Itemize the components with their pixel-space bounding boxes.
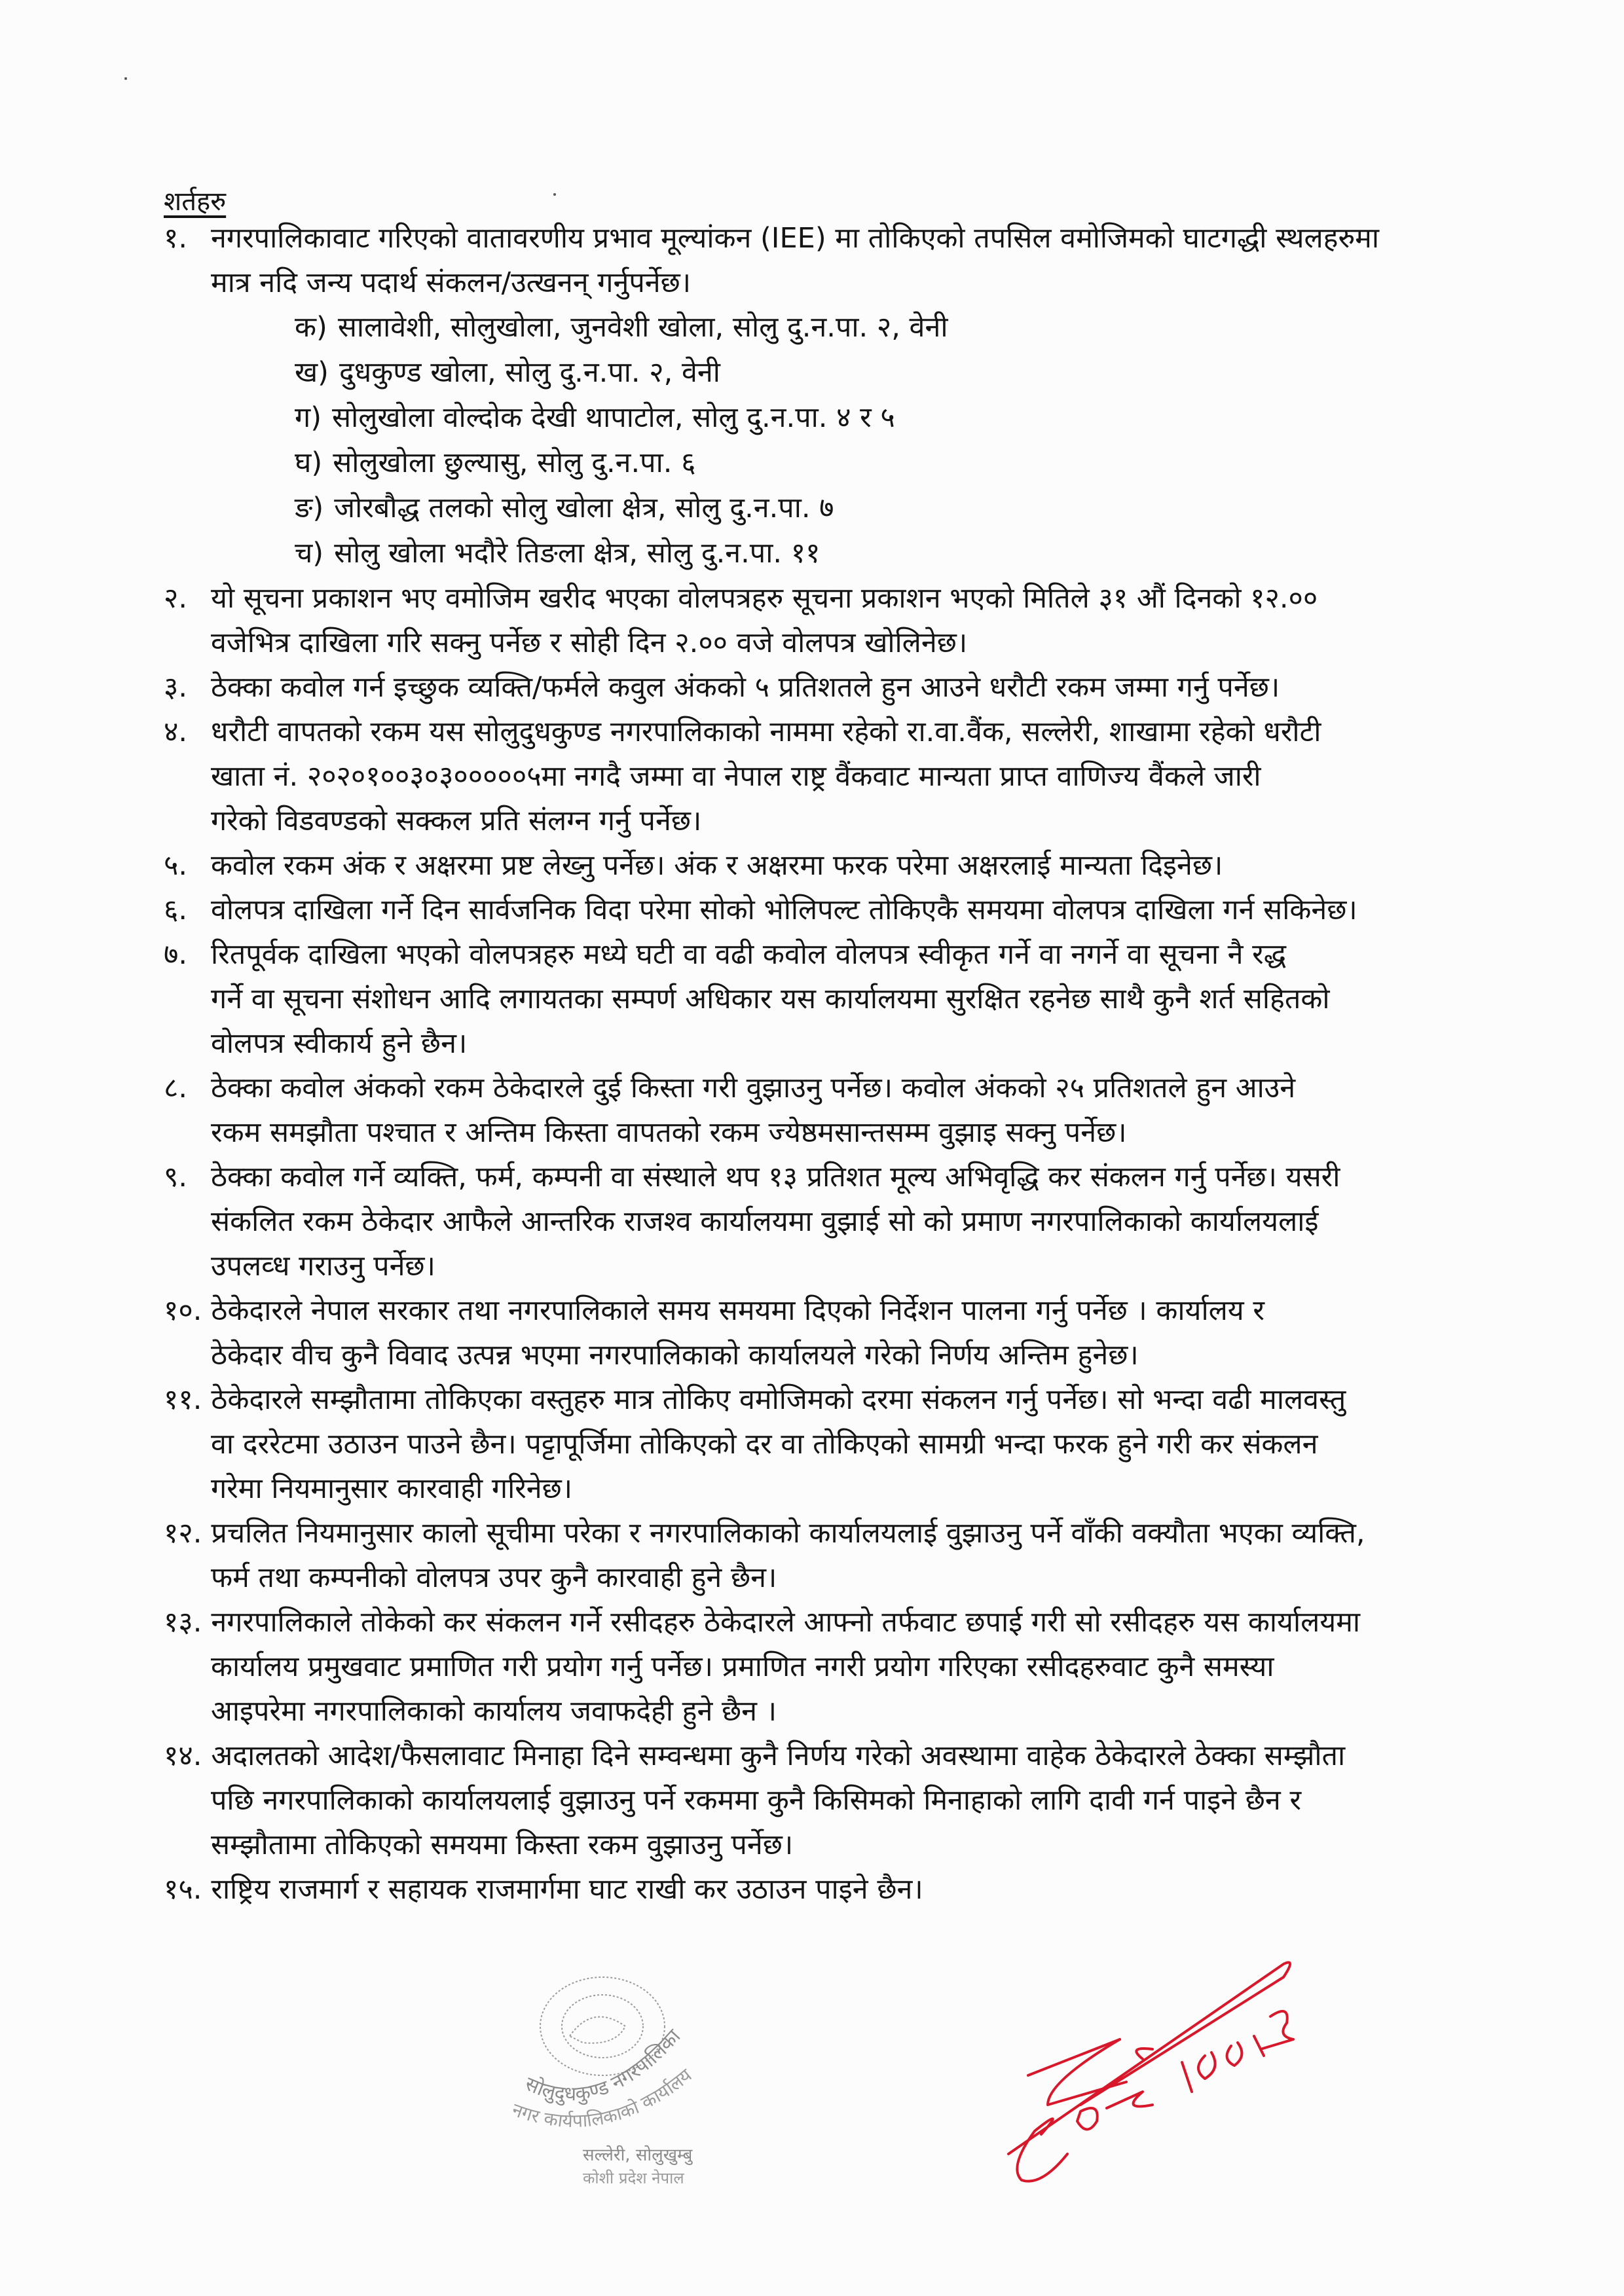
term-text-continuation: मात्र नदि जन्य पदार्थ संकलन/उत्खनन् गर्नुपर्नेछ। — [211, 266, 692, 299]
term-item — [164, 932, 1486, 1066]
term-text-continuation: गर्ने वा सूचना संशोधन आदि लगायतका सम्पर्ण अधिकार यस कार्यालयमा सुरक्षित रहनेछ साथै कुनै शर्त सहितको — [211, 983, 1330, 1015]
signature-stroke-9 — [1198, 2052, 1215, 2079]
signature-stroke-3 — [1048, 2039, 1126, 2105]
location-text: दुधकुण्ड खोला, सोलु दु.न.पा. २, वेनी — [339, 356, 720, 389]
term-item — [164, 1155, 1486, 1288]
term-number: ९. — [164, 1161, 188, 1194]
term-text: नगरपालिकाले तोकेको कर संकलन गर्ने रसीदहरु ठेकेदारले आफ्नो तर्फवाट छपाई गरी सो रसीदहरु यस कार्यालयमा — [211, 1606, 1361, 1639]
signature-stroke-12 — [1261, 2011, 1293, 2049]
signature-stroke-1 — [1008, 1963, 1290, 2155]
stamp-text-2: नगर कार्यपालिकाको कार्यालय — [509, 2064, 696, 2132]
term-text-continuation: गरेको विडवण्डको सक्कल प्रति संलग्न गर्नु पर्नेछ। — [211, 805, 702, 837]
stamp-text-1: सोलुदुधकुण्ड नगरपालिका — [521, 2025, 686, 2106]
term-text: धरौटी वापतको रकम यस सोलुदुधकुण्ड नगरपालिकाको नाममा रहेको रा.वा.वैंक, सल्लेरी, शाखामा रहेको धरौटी — [211, 716, 1321, 748]
signature-stroke-11 — [1254, 2036, 1264, 2056]
signature — [995, 1951, 1303, 2200]
location-sublist — [164, 305, 1486, 576]
term-item — [164, 665, 1486, 710]
term-number: १२. — [164, 1517, 202, 1550]
term-text: अदालतको आदेश/फैसलावाट मिनाहा दिने सम्वन्धमा कुनै निर्णय गरेको अवस्थामा वाहेक ठेकेदारले ठेक्का सम्झौता — [211, 1740, 1346, 1772]
term-line — [164, 932, 1486, 977]
term-item — [164, 710, 1486, 843]
term-text-continuation: उपलव्ध गराउनु पर्नेछ। — [211, 1250, 435, 1283]
term-line — [164, 1600, 1486, 1645]
location-text: सोलु खोला भदौरे तिङला क्षेत्र, सोलु दु.न.पा. ११ — [334, 537, 821, 570]
signature-stroke-7 — [1107, 2092, 1153, 2108]
term-text-continuation: संकलित रकम ठेकेदार आफैले आन्तरिक राजश्व कार्यालयमा वुझाई सो को प्रमाण नगरपालिकाको कार्यालयलाई — [211, 1205, 1319, 1238]
official-stamp — [485, 1964, 760, 2193]
term-text: वोलपत्र दाखिला गर्ने दिन सार्वजनिक विदा परेमा सोको भोलिपल्ट तोकिएकै समयमा वोलपत्र दाखिला गर्न सकिनेछ। — [211, 894, 1357, 926]
term-text-continuation: गरेमा नियमानुसार कारवाही गरिनेछ। — [211, 1472, 573, 1505]
term-item — [164, 216, 1486, 576]
term-text-continuation: सम्झौतामा तोकिएको समयमा किस्ता रकम वुझाउनु पर्नेछ। — [211, 1829, 794, 1861]
term-text-continuation: वा दररेटमा उठाउन पाउने छैन। पट्टापूर्जिमा तोकिएको दर वा तोकिएको सामग्री भन्दा फरक हुने गरी कर संकलन — [211, 1428, 1318, 1461]
term-text: ठेक्का कवोल गर्न इच्छुक व्यक्ति/फर्मले कवुल अंकको ५ प्रतिशतले हुन आउने धरौटी रकम जम्मा गर्नु पर्नेछ। — [211, 671, 1280, 704]
term-number: १. — [164, 222, 188, 255]
location-item — [164, 486, 1486, 531]
term-text-continuation: आइपरेमा नगरपालिकाको कार्यालय जवाफदेही हुने छैन । — [211, 1695, 777, 1728]
term-number: १५. — [164, 1873, 202, 1906]
term-number: १४. — [164, 1740, 202, 1772]
term-text: ठेक्का कवोल अंकको रकम ठेकेदारले दुई किस्ता गरी वुझाउनु पर्नेछ। कवोल अंकको २५ प्रतिशतले हुन आउने — [211, 1072, 1296, 1104]
term-text: ठेकेदारले नेपाल सरकार तथा नगरपालिकाले समय समयमा दिएको निर्देशन पालना गर्नु पर्नेछ । कार्यालय र — [211, 1294, 1264, 1327]
signature-stroke-5 — [1017, 2119, 1067, 2181]
location-text: सालावेशी, सोलुखोला, जुनवेशी खोला, सोलु दु.न.पा. २, वेनी — [337, 311, 948, 344]
location-text: सोलुखोला वोल्दोक देखी थापाटोल, सोलु दु.न.पा. ४ र ५ — [332, 401, 895, 434]
signature-stroke-10 — [1227, 2043, 1242, 2066]
term-line — [164, 216, 1486, 261]
location-label: ग) — [295, 401, 322, 434]
term-line — [164, 1155, 1486, 1199]
term-line — [164, 888, 1486, 932]
location-item — [164, 350, 1486, 395]
term-text: नगरपालिकावाट गरिएको वातावरणीय प्रभाव मूल्यांकन (IEE) मा तोकिएको तपसिल वमोजिमको घाटगद्धी स्थलहरुमा — [211, 222, 1380, 255]
location-label: ख) — [295, 356, 329, 389]
term-text-continuation: पछि नगरपालिकाको कार्यालयलाई वुझाउनु पर्ने रकममा कुनै किसिमको मिनाहाको लागि दावी गर्न पाइने छैन र — [211, 1784, 1302, 1817]
term-line — [164, 710, 1486, 754]
term-item — [164, 888, 1486, 932]
term-text: रितपूर्वक दाखिला भएको वोलपत्रहरु मध्ये घटी वा वढी कवोल वोलपत्र स्वीकृत गर्ने वा नगर्ने वा सूचना नै रद्ध — [211, 938, 1287, 971]
term-line — [164, 576, 1486, 621]
term-number: १०. — [164, 1294, 202, 1327]
location-item — [164, 395, 1486, 441]
term-text-continuation: खाता नं. २०२०१००३०३०००००५मा नगदै जम्मा वा नेपाल राष्ट्र वैंकवाट मान्यता प्राप्त वाणिज्य वैंकले जारी — [211, 760, 1261, 793]
term-item — [164, 1867, 1486, 1912]
term-item — [164, 1734, 1486, 1867]
stamp-text-4: कोशी प्रदेश नेपाल — [583, 2169, 684, 2187]
term-item — [164, 1511, 1486, 1600]
location-item — [164, 531, 1486, 576]
location-label: ङ) — [295, 492, 324, 524]
term-text: ठेक्का कवोल गर्ने व्यक्ति, फर्म, कम्पनी वा संस्थाले थप १३ प्रतिशत मूल्य अभिवृद्धि कर संकलन गर्नु पर्नेछ। यसरी — [211, 1161, 1340, 1194]
term-number: १३. — [164, 1606, 202, 1639]
term-item — [164, 1066, 1486, 1155]
location-label: च) — [295, 537, 324, 570]
term-text: प्रचलित नियमानुसार कालो सूचीमा परेका र नगरपालिकाको कार्यालयलाई वुझाउनु पर्ने वाँकी वक्यौता भएका व्यक्ति, — [211, 1517, 1365, 1550]
term-line — [164, 843, 1486, 888]
terms-list — [164, 216, 1486, 1912]
term-text: राष्ट्रिय राजमार्ग र सहायक राजमार्गमा घाट राखी कर उठाउन पाइने छैन। — [211, 1873, 923, 1906]
location-label: घ) — [295, 446, 323, 479]
term-item — [164, 1288, 1486, 1377]
location-text: सोलुखोला छुल्यासु, सोलु दु.न.पा. ६ — [333, 446, 696, 479]
term-number: ४. — [164, 716, 188, 748]
term-number: ८. — [164, 1072, 188, 1104]
location-item — [164, 441, 1486, 486]
term-number: २. — [164, 582, 188, 615]
term-text-continuation: रकम समझौता पश्चात र अन्तिम किस्ता वापतको रकम ज्येष्ठमसान्तसम्म वुझाइ सक्नु पर्नेछ। — [211, 1116, 1127, 1149]
term-text: यो सूचना प्रकाशन भए वमोजिम खरीद भएका वोलपत्रहरु सूचना प्रकाशन भएको मितिले ३१ औं दिनको १२.०० — [211, 582, 1318, 615]
term-line — [164, 665, 1486, 710]
term-text-continuation: कार्यालय प्रमुखवाट प्रमाणित गरी प्रयोग गर्नु पर्नेछ। प्रमाणित नगरी प्रयोग गरिएका रसीदहरुवाट कुनै समस्या — [211, 1650, 1274, 1683]
location-text: जोरबौद्ध तलको सोलु खोला क्षेत्र, सोलु दु.न.पा. ७ — [334, 492, 834, 524]
term-number: ११. — [164, 1383, 202, 1416]
section-heading: शर्तहरु — [164, 187, 227, 217]
term-item — [164, 843, 1486, 888]
term-text-continuation: ठेकेदार वीच कुनै विवाद उत्पन्न भएमा नगरपालिकाको कार्यालयले गरेको निर्णय अन्तिम हुनेछ। — [211, 1339, 1139, 1372]
term-line — [164, 1288, 1486, 1333]
location-item — [164, 305, 1486, 350]
term-item — [164, 1377, 1486, 1511]
term-number: ६. — [164, 894, 188, 926]
term-number: ७. — [164, 938, 188, 971]
term-line — [164, 1511, 1486, 1556]
stamp-text-3: सल्लेरी, सोलुखुम्बु — [583, 2145, 693, 2165]
term-number: ३. — [164, 671, 188, 704]
term-text: ठेकेदारले सम्झौतामा तोकिएका वस्तुहरु मात्र तोकिए वमोजिमको दरमा संकलन गर्नु पर्नेछ। सो भन्दा वढी मालवस्तु — [211, 1383, 1346, 1416]
term-line — [164, 1734, 1486, 1778]
term-text-continuation: फर्म तथा कम्पनीको वोलपत्र उपर कुनै कारवाही हुने छैन। — [211, 1561, 777, 1594]
stamp-emblem-inner — [562, 1995, 643, 2058]
term-item — [164, 1600, 1486, 1734]
term-line — [164, 1377, 1486, 1422]
signature-stroke-8 — [1182, 2062, 1192, 2092]
scan-speck — [124, 77, 127, 80]
term-number: ५. — [164, 849, 188, 882]
stamp-emblem-shape — [570, 2017, 625, 2043]
term-text-continuation: वजेभित्र दाखिला गरि सक्नु पर्नेछ र सोही दिन २.०० वजे वोलपत्र खोलिनेछ। — [211, 627, 968, 659]
term-text-continuation: वोलपत्र स्वीकार्य हुने छैन। — [211, 1027, 468, 1060]
signature-stroke-6 — [1077, 2108, 1098, 2130]
term-line — [164, 1867, 1486, 1912]
term-line — [164, 1066, 1486, 1110]
term-text: कवोल रकम अंक र अक्षरमा प्रष्ट लेख्नु पर्नेछ। अंक र अक्षरमा फरक परेमा अक्षरलाई मान्यता दिइनेछ। — [211, 849, 1223, 882]
scan-speck — [553, 193, 556, 196]
term-item — [164, 576, 1486, 665]
location-label: क) — [295, 311, 327, 344]
